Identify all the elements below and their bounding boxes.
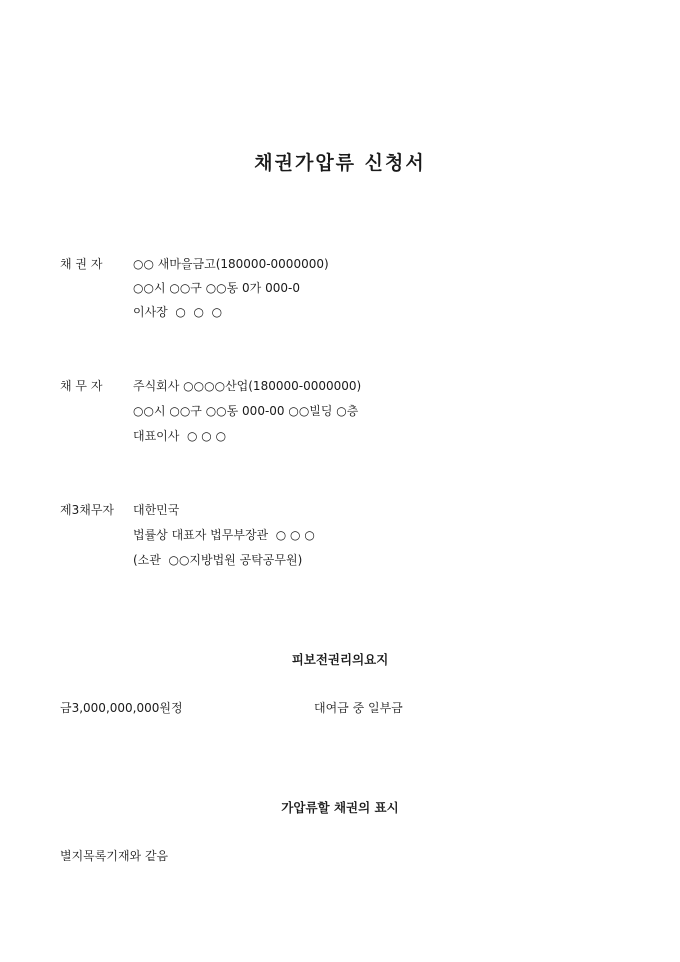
creditor-name: ○○ 새마을금고(180000-0000000) [133, 257, 329, 271]
debtor-representative: 대표이사 ○ ○ ○ [133, 429, 227, 443]
third-debtor-label: 제3채무자 [60, 503, 115, 517]
creditor-label: 채 권 자 [60, 257, 103, 271]
document-title: 채권가압류 신청서 [254, 152, 426, 174]
third-debtor-note: (소관 ○○지방법원 공탁공무원) [133, 553, 303, 567]
debtor-name: 주식회사 ○○○○산업(180000-0000000) [133, 379, 362, 393]
debtor-label: 채 무 자 [60, 379, 103, 393]
creditor-address: ○○시 ○○구 ○○동 0가 000-0 [133, 281, 300, 295]
claim-section-heading: 피보전권리의요지 [291, 652, 389, 667]
seizure-text: 별지목록기재와 같음 [60, 849, 169, 863]
claim-description: 대여금 중 일부금 [314, 701, 403, 715]
creditor-representative: 이사장 ○ ○ ○ [133, 305, 223, 319]
seizure-section-heading: 가압류할 채권의 표시 [281, 800, 399, 815]
third-debtor-name: 대한민국 [133, 503, 180, 517]
debtor-address: ○○시 ○○구 ○○동 000-00 ○○빌딩 ○층 [133, 404, 359, 418]
claim-amount: 금3,000,000,000원정 [60, 701, 183, 715]
third-debtor-representative: 법률상 대표자 법무부장관 ○ ○ ○ [133, 528, 315, 542]
